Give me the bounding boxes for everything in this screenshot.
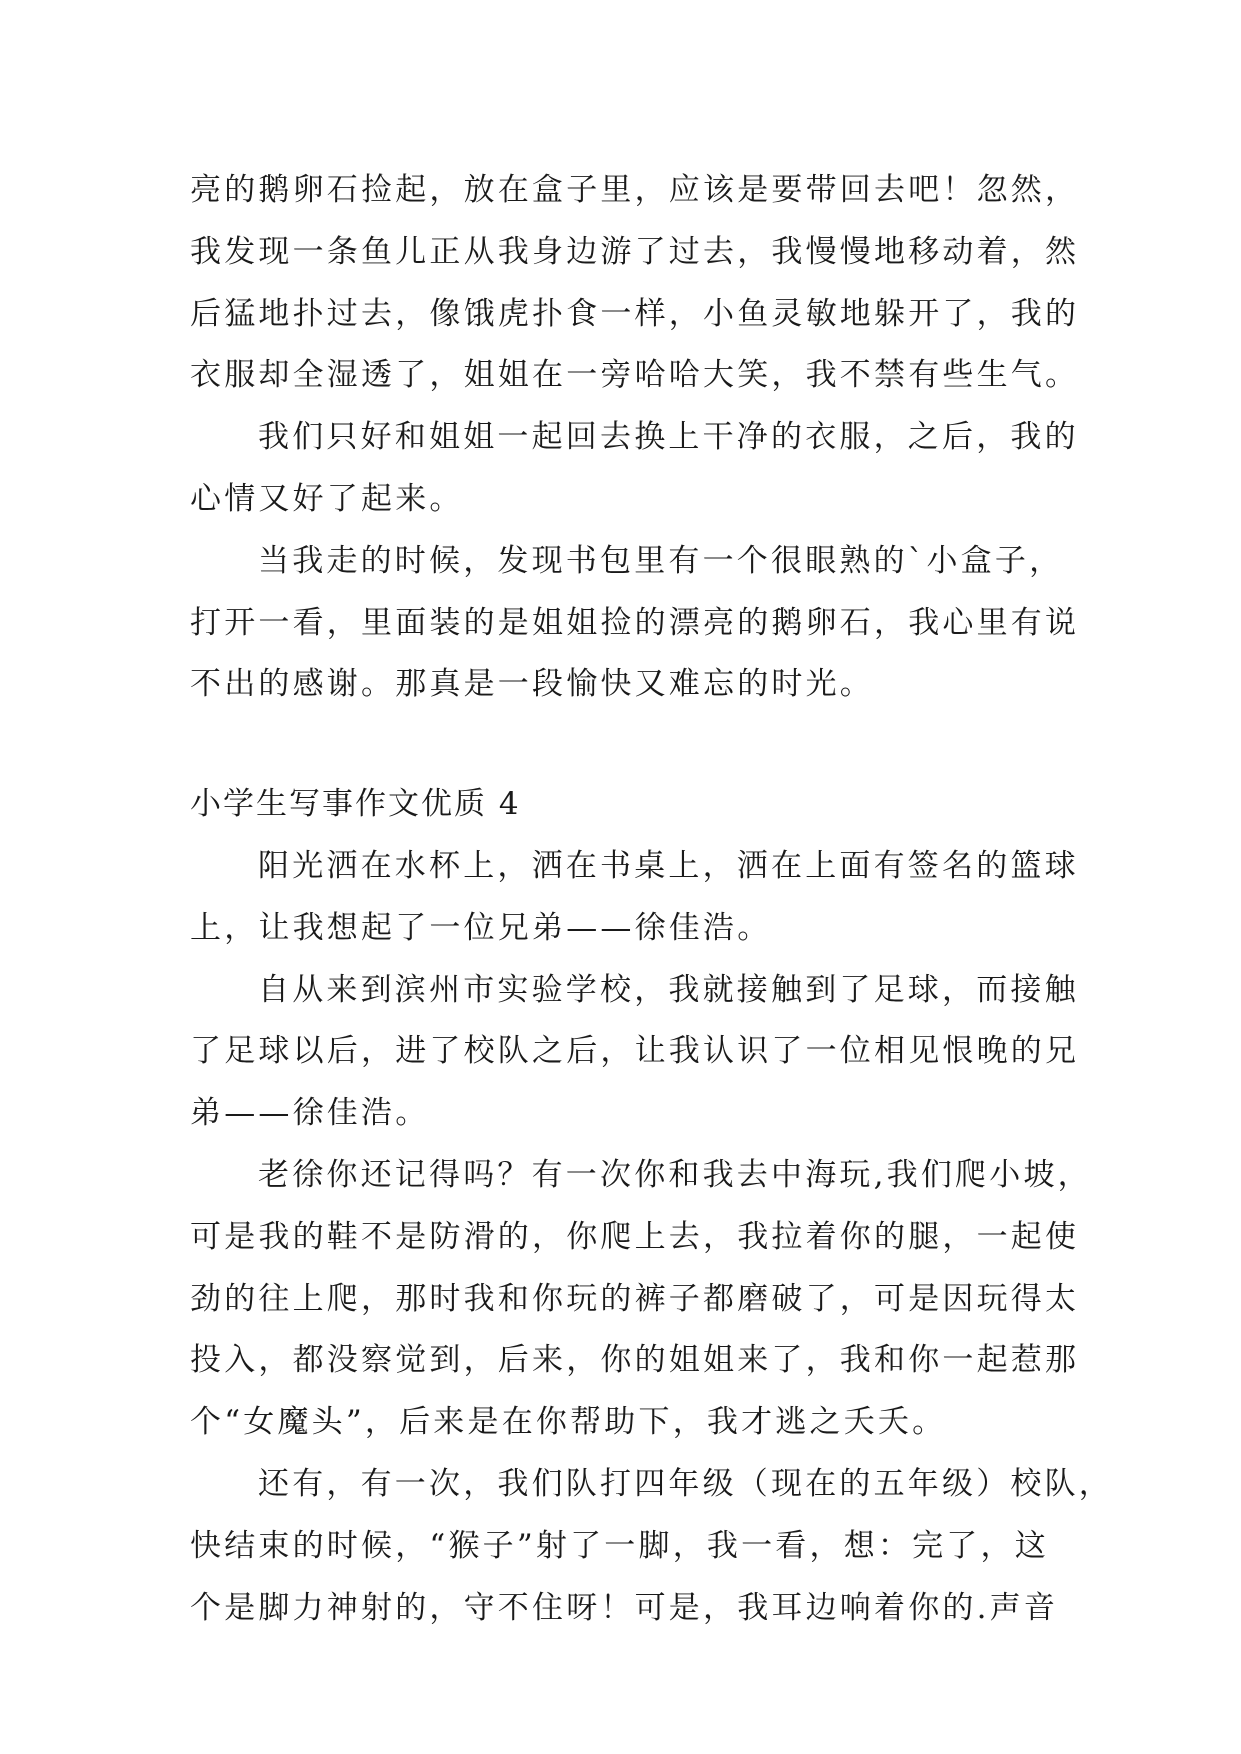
text-line: 弟——徐佳浩。: [190, 1095, 430, 1132]
paragraph: [190, 836, 1079, 960]
text-line: 上，让我想起了一位兄弟——徐佳浩。: [190, 909, 772, 946]
text-line: 个是脚力神射的，守不住呀！可是，我耳边响着你的.声音: [190, 1589, 1059, 1626]
text-line: 还有，有一次，我们队打四年级（现在的五年级）校队，: [258, 1465, 1113, 1502]
text-line: 我发现一条鱼儿正从我身边游了过去，我慢慢地移动着，然: [190, 233, 1080, 270]
text-line: 了足球以后，进了校队之后，让我认识了一位相见恨晚的兄: [190, 1033, 1080, 1070]
paragraph: [190, 531, 1080, 716]
section-spacer: [190, 716, 1070, 774]
text-line: 我们只好和姐姐一起回去换上干净的衣服，之后，我的: [258, 419, 1079, 456]
text-line: 可是我的鞋不是防滑的，你爬上去，我拉着你的腿，一起使: [190, 1218, 1080, 1255]
text-line: 快结束的时候，“猴子”射了一脚，我一看，想：完了，这: [190, 1527, 1049, 1564]
paragraph-continued: [190, 160, 1080, 407]
text-line: 后猛地扑过去，像饿虎扑食一样，小鱼灵敏地躲开了，我的: [190, 295, 1080, 332]
text-line: 打开一看，里面装的是姐姐捡的漂亮的鹅卵石，我心里有说: [190, 604, 1080, 641]
article-body: [190, 160, 1113, 1639]
paragraph: [190, 1454, 1113, 1639]
text-line: 阳光洒在水杯上，洒在书桌上，洒在上面有签名的篮球: [258, 847, 1079, 884]
text-line: 老徐你还记得吗？有一次你和我去中海玩,我们爬小坡，: [258, 1156, 1092, 1193]
text-line: 个“女魔头”，后来是在你帮助下，我才逃之夭夭。: [190, 1404, 947, 1441]
text-line: 心情又好了起来。: [190, 480, 464, 517]
text-line: 当我走的时候，发现书包里有一个很眼熟的`小盒子，: [258, 542, 1064, 579]
text-line: 不出的感谢。那真是一段愉快又难忘的时光。: [190, 666, 874, 703]
text-line: 亮的鹅卵石捡起，放在盒子里，应该是要带回去吧！忽然，: [190, 172, 1080, 208]
paragraph: [190, 960, 1080, 1145]
text-line: 衣服却全湿透了，姐姐在一旁哈哈大笑，我不禁有些生气。: [190, 357, 1080, 394]
text-line: 投入，都没察觉到，后来，你的姐姐来了，我和你一起惹那: [190, 1342, 1080, 1379]
section-heading: 小学生写事作文优质 4: [190, 786, 521, 823]
text-line: 劲的往上爬，那时我和你玩的裤子都磨破了，可是因玩得太: [190, 1280, 1080, 1317]
paragraph: [190, 407, 1079, 531]
paragraph: [190, 1145, 1092, 1454]
text-line: 自从来到滨州市实验学校，我就接触到了足球，而接触: [258, 971, 1079, 1008]
